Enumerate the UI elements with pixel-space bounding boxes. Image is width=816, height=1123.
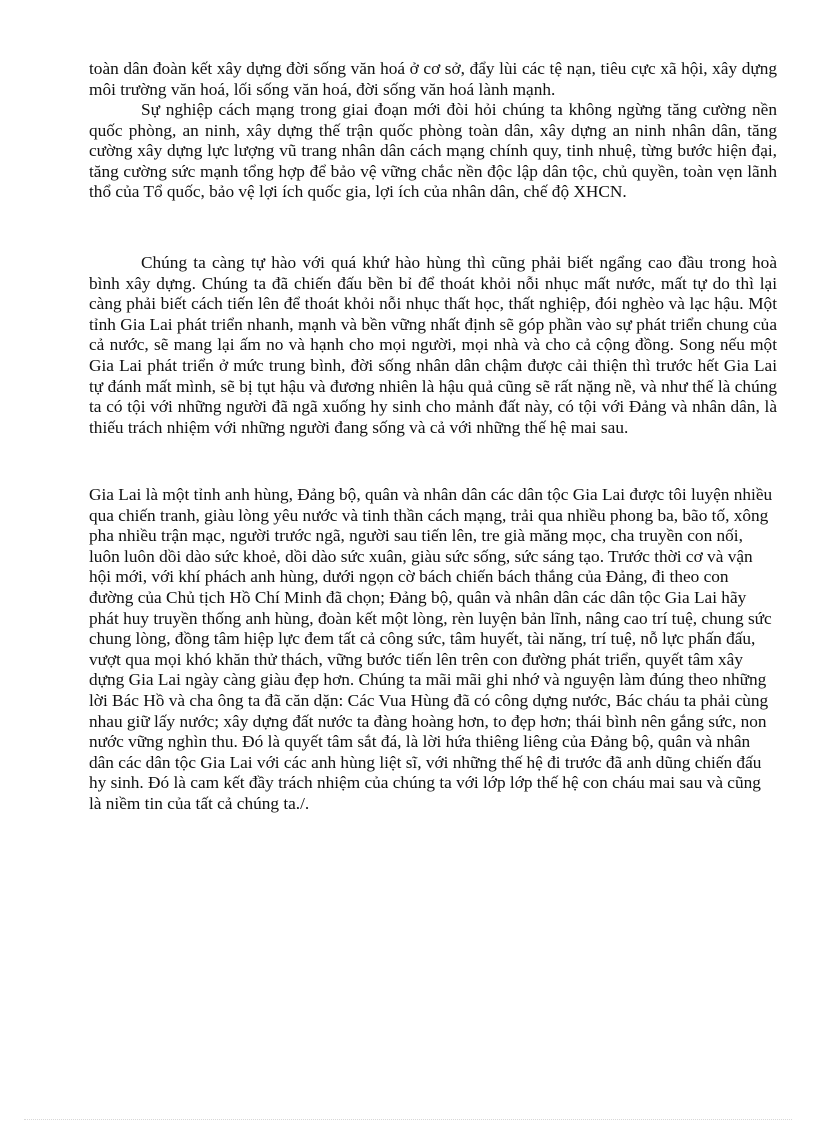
paragraph-pride-and-development: Chúng ta càng tự hào với quá khứ hào hùng thì cũng phải biết ngẩng cao đầu trong hoà bình xây dựng. Chúng ta đã chiến đấu bền bỉ để thoát khỏi nỗi nhục mất nước, mất tự do thì lại càng phải biết cách tiến lên để thoát khỏi nỗi nhục thất học, thất nghiệp, đói nghèo và lạc hậu. Một tỉnh Gia Lai phát triển nhanh, mạnh và bền vững nhất định sẽ góp phần vào sự phát triển chung của cả nước, sẽ mang lại ấm no và hạnh cho mọi người, mọi nhà và cho cả cộng đồng. Song nếu một Gia Lai phát triển ở mức trung bình, đời sống nhân dân chậm được cải thiện thì trước hết Gia Lai tự đánh mất mình, sẽ bị tụt hậu và đương nhiên là hậu quả cũng sẽ rất nặng nề, và như thế là chúng ta có tội với những người đã ngã xuống hy sinh cho mảnh đất này, có tội với Đảng và nhân dân, là thiếu trách nhiệm với những người đang sống và cả với những thế hệ mai sau. — [89, 253, 777, 437]
paragraph-cultural-life: toàn dân đoàn kết xây dựng đời sống văn hoá ở cơ sở, đẩy lùi các tệ nạn, tiêu cực xã hội, xây dựng môi trường văn hoá, lối sống văn hoá, đời sống văn hoá lành mạnh. — [89, 59, 777, 99]
paragraph-gia-lai-heroic-province: Gia Lai là một tỉnh anh hùng, Đảng bộ, quân và nhân dân các dân tộc Gia Lai được tôi luyện nhiều qua chiến tranh, giàu lòng yêu nước và tinh thần cách mạng, trải qua nhiều phong ba, bão tố, xông pha nhiều trận mạc, người trước ngã, người sau tiến lên, tre già măng mọc, cha truyền con nối, luôn luôn dồi dào sức khoẻ, dồi dào sức xuân, giàu sức sống, sức sáng tạo. Trước thời cơ và vận hội mới, với khí phách anh hùng, dưới ngọn cờ bách chiến bách thắng của Đảng, đi theo con đường của Chủ tịch Hồ Chí Minh đã chọn; Đảng bộ, quân và nhân dân các dân tộc Gia Lai hãy phát huy truyền thống anh hùng, đoàn kết một lòng, rèn luyện bản lĩnh, nâng cao trí tuệ, chung sức chung lòng, đồng tâm hiệp lực đem tất cả công sức, tâm huyết, tài năng, trí tuệ, nỗ lực phấn đấu, vượt qua mọi khó khăn thử thách, vững bước tiến lên trên con đường phát triển, quyết tâm xây dựng Gia Lai ngày càng giàu đẹp hơn. Chúng ta mãi mãi ghi nhớ và nguyện làm đúng theo những lời Bác Hồ và cha ông ta đã căn dặn: Các Vua Hùng đã có công dựng nước, Bác cháu ta phải cùng nhau giữ lấy nước; xây dựng đất nước ta đàng hoàng hơn, to đẹp hơn; thái bình nên gắng sức, non nước vững nghìn thu. Đó là quyết tâm sắt đá, là lời hứa thiêng liêng của Đảng bộ, quân và nhân dân các dân tộc Gia Lai với các anh hùng liệt sĩ, với những thế hệ đi trước đã anh dũng chiến đấu hy sinh. Đó là cam kết đầy trách nhiệm của chúng ta với lớp lớp thế hệ con cháu mai sau và cũng là niềm tin của tất cả chúng ta./. — [89, 485, 773, 813]
paragraph-national-defense: Sự nghiệp cách mạng trong giai đoạn mới đòi hỏi chúng ta không ngừng tăng cường nền quốc phòng, an ninh, xây dựng thế trận quốc phòng toàn dân, xây dựng an ninh nhân dân, tăng cường xây dựng lực lượng vũ trang nhân dân cách mạng chính quy, tinh nhuệ, từng bước hiện đại, tăng cường sức mạnh tổng hợp để bảo vệ vững chắc nền độc lập dân tộc, chủ quyền, toàn vẹn lãnh thổ của Tổ quốc, bảo vệ lợi ích quốc gia, lợi ích của nhân dân, chế độ XHCN. — [89, 100, 777, 202]
page-bottom-divider — [24, 1119, 792, 1120]
